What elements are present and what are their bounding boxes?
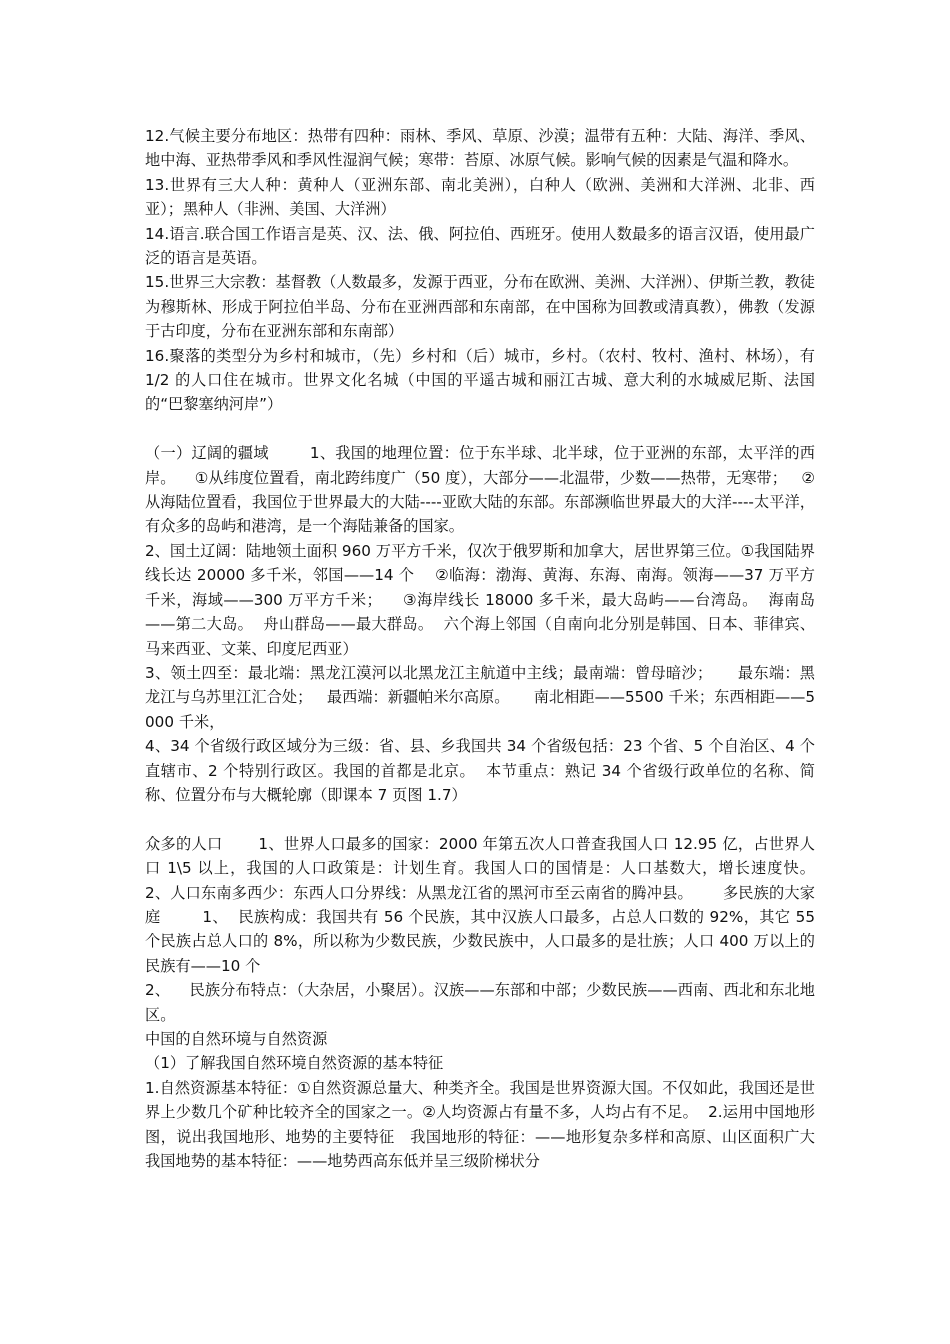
blank-line	[145, 417, 815, 441]
paragraph-territory-area: 2、国土辽阔：陆地领土面积 960 万平方千米，仅次于俄罗斯和加拿大，居世界第三位。①我国陆界线长达 20000 多千米，邻国——14 个 ②临海：渤海、黄海、东海、南海。领海——37 万平方千米，海域——300 万平方千米； ③海岸线长 18000 多千米，最大岛屿——台湾岛。 海南岛——第二大岛。 舟山群岛——最大群岛。 六个海上邻国（自南向北分别是韩国、日本、菲律宾、马来西亚、文莱、印度尼西亚）	[145, 541, 815, 658]
document-body	[145, 124, 844, 1173]
paragraph-resources-terrain: 1.自然资源基本特征：①自然资源总量大、种类齐全。我国是世界资源大国。不仅如此，我国还是世界上少数几个矿种比较齐全的国家之一。②人均资源占有量不多，人均占有不足。 2.运用中国地形图，说出我国地形、地势的主要特征 我国地形的特征：——地形复杂多样和高原、山区面积广大 我国地势的基本特征：——地势西高东低并呈三级阶梯状分	[145, 1078, 825, 1171]
paragraph-religions: 15.世界三大宗教：基督教（人数最多，发源于西亚，分布在欧洲、美洲、大洋洲）、伊斯兰教，教徒为穆斯林、形成于阿拉伯半岛、分布在亚洲西部和东南部，在中国称为回教或清真教），佛教（发源于古印度，分布在亚洲东部和东南部）	[145, 273, 815, 341]
paragraph-ethnic-distribution: 2、 民族分布特点：（大杂居，小聚居）。汉族——东部和中部；少数民族——西南、西北和东北地区。	[145, 981, 815, 1024]
paragraph-population: 众多的人口 1、世界人口最多的国家：2000 年第五次人口普查我国人口 12.95 亿，占世界人口 1\5 以上，我国的人口政策是：计划生育。我国人口的国情是：人口基数大，增长速度快。 2、人口东南多西少：东西人口分界线：从黑龙江省的黑河市至云南省的腾冲县。 多民族的大家庭 1、 民族构成：我国共有 56 个民族，其中汉族人口最多，占总人口数的 92%，其它 55 个民族占总人口的 8%，所以称为少数民族，少数民族中，人口最多的是壮族；人口 400 万以上的民族有——10 个	[145, 834, 844, 975]
paragraph-administrative-divisions: 4、34 个省级行政区域分为三级：省、县、乡我国共 34 个省级包括：23 个省、5 个自治区、4 个直辖市、2 个特别行政区。我国的首都是北京。 本节重点：熟记 34 个省级行政单位的名称、简称、位置分布与大概轮廓（即课本 7 页图 1.7）	[145, 737, 815, 804]
blank-line	[145, 807, 815, 831]
subsection-heading-resources: （1）了解我国自然环境自然资源的基本特征	[145, 1054, 444, 1073]
paragraph-territory-location: （一）辽阔的疆域 1、我国的地理位置：位于东半球、北半球，位于亚洲的东部，太平洋的西岸。 ①从纬度位置看，南北跨纬度广（50 度），大部分——北温带，少数——热带，无寒带； ②从海陆位置看，我国位于世界最大的大陆----亚欧大陆的东部。东部濒临世界最大的大洋----太平洋，有众多的岛屿和港湾，是一个海陆兼备的国家。	[145, 444, 815, 536]
paragraph-languages: 14.语言.联合国工作语言是英、汉、法、俄、阿拉伯、西班牙。使用人数最多的语言汉语，使用最广泛的语言是英语。	[145, 224, 815, 268]
paragraph-territory-extremes: 3、领土四至：最北端：黑龙江漠河以北黑龙江主航道中主线；最南端：曾母暗沙； 最东端：黑龙江与乌苏里江汇合处； 最西端：新疆帕米尔高原。 南北相距——5500 千米；东西相距——5000 千米，	[145, 663, 815, 731]
paragraph-settlements: 16.聚落的类型分为乡村和城市，（先）乡村和（后）城市，乡村。（农村、牧村、渔村、林场），有 1/2 的人口住在城市。世界文化名城（中国的平遥古城和丽江古城、意大利的水城威尼斯、法国的“巴黎塞纳河岸”）	[145, 346, 820, 414]
paragraph-races: 13.世界有三大人种：黄种人（亚洲东部、南北美洲），白种人（欧洲、美洲和大洋洲、北非、西亚）；黑种人（非洲、美国、大洋洲）	[145, 175, 815, 219]
section-heading-environment: 中国的自然环境与自然资源	[145, 1030, 328, 1048]
paragraph-climate: 12.气候主要分布地区：热带有四种：雨林、季风、草原、沙漠；温带有五种：大陆、海洋、季风、地中海、亚热带季风和季风性湿润气候；寒带：苔原、冰原气候。影响气候的因素是气温和降水。	[145, 127, 815, 170]
